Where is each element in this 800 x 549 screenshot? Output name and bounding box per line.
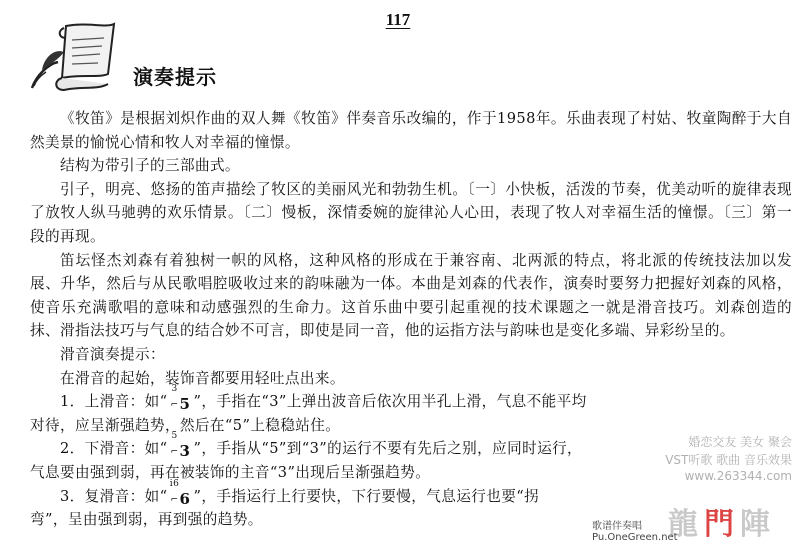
item-continuation: 对待，应呈渐强趋势，然后在“5”上稳稳站住。 bbox=[30, 416, 341, 434]
item-continuation: 气息要由强到弱，再在被装饰的主音“3”出现后呈渐强趋势。 bbox=[30, 463, 431, 481]
main-note: 6 bbox=[179, 489, 191, 508]
item-continuation: 弯”，呈由强到弱，再到强的趋势。 bbox=[30, 511, 263, 529]
glide-symbol: ⌐ bbox=[170, 447, 179, 458]
glissando-tips-intro: 在滑音的起始，装饰音都要用轻吐点出来。 bbox=[60, 369, 345, 387]
glide-symbol: ⌐ bbox=[170, 494, 179, 505]
item-lead: 1．上滑音：如“ bbox=[60, 393, 168, 411]
grace-note: i6 bbox=[169, 478, 180, 489]
item-text: ”，手指在“3”上弹出波音后依次用半孔上滑，气息不能平均 bbox=[193, 393, 587, 411]
item-lead: 3．复滑音：如“ bbox=[60, 487, 168, 505]
watermark-logo: 龍門陣 bbox=[668, 507, 776, 542]
watermark bbox=[592, 433, 792, 543]
watermark-line: 婚恋交友 美女 聚会 bbox=[688, 435, 792, 449]
main-note: 5 bbox=[179, 395, 191, 414]
notation-mark bbox=[170, 384, 192, 414]
notation-mark bbox=[170, 431, 192, 461]
watermark-footer: 歌谱伴奏唱 Pu.OneGreen.net bbox=[592, 521, 678, 543]
item-lead: 2．下滑音：如“ bbox=[60, 440, 168, 458]
section-heading: 演奏提示 bbox=[133, 65, 217, 89]
glide-symbol: ⌐ bbox=[170, 400, 179, 411]
notation-mark bbox=[169, 478, 192, 508]
item-text: ”，手指从“5”到“3”的运行不要有先后之别，应同时运行， bbox=[193, 440, 583, 458]
page-number: 117 bbox=[385, 10, 411, 29]
item-upward-glide bbox=[30, 384, 792, 414]
paragraph-structure: 结构为带引子的三部曲式。 bbox=[60, 157, 240, 175]
glissando-tips-heading: 滑音演奏提示： bbox=[60, 345, 165, 363]
paragraph-intro: 《牧笛》是根据刘炽作曲的双人舞《牧笛》伴奏音乐改编的，作于1958年。乐曲表现了村姑、牧童陶醉于大自然美景的愉悦心情和牧人对幸福的憧憬。 bbox=[30, 110, 792, 151]
watermark-line: VST听歌 歌曲 音乐效果 bbox=[665, 453, 792, 467]
main-note: 3 bbox=[179, 442, 191, 461]
watermark-line: www.263344.com bbox=[684, 469, 792, 483]
paragraph-style: 笛坛怪杰刘森有着独树一帜的风格，这种风格的形成在于兼容南、北两派的特点，将北派的传统技法加以发展、升华，然后与从民歌唱腔吸收过来的韵味融为一体。本曲是刘森的代表作，演奏时要努力把握好刘森的风格，使音乐充满歌唱的意味和动感强烈的生命力。这首乐曲中要引起重视的技术课题之一就是滑音技巧。刘森创造的抹、滑指法技巧与气息的结合妙不可言，即使是同一音，他的运指方法与韵味也是变化多端、异彩纷呈的。 bbox=[30, 251, 792, 340]
scroll-quill-icon bbox=[28, 18, 128, 96]
paragraph-sections: 引子，明亮、悠扬的笛声描绘了牧区的美丽风光和勃勃生机。〔一〕小快板，活泼的节奏，优美动听的旋律表现了放牧人纵马驰骋的欢乐情景。〔二〕慢板，深情委婉的旋律沁人心田，表现了牧人对幸福生活的憧憬。〔三〕第一段的再现。 bbox=[30, 180, 792, 245]
grace-note: 5 bbox=[171, 431, 178, 442]
grace-note: 3 bbox=[171, 384, 178, 395]
item-text: ”，手指运行上行要快，下行要慢，气息运行也要“拐 bbox=[193, 487, 540, 505]
